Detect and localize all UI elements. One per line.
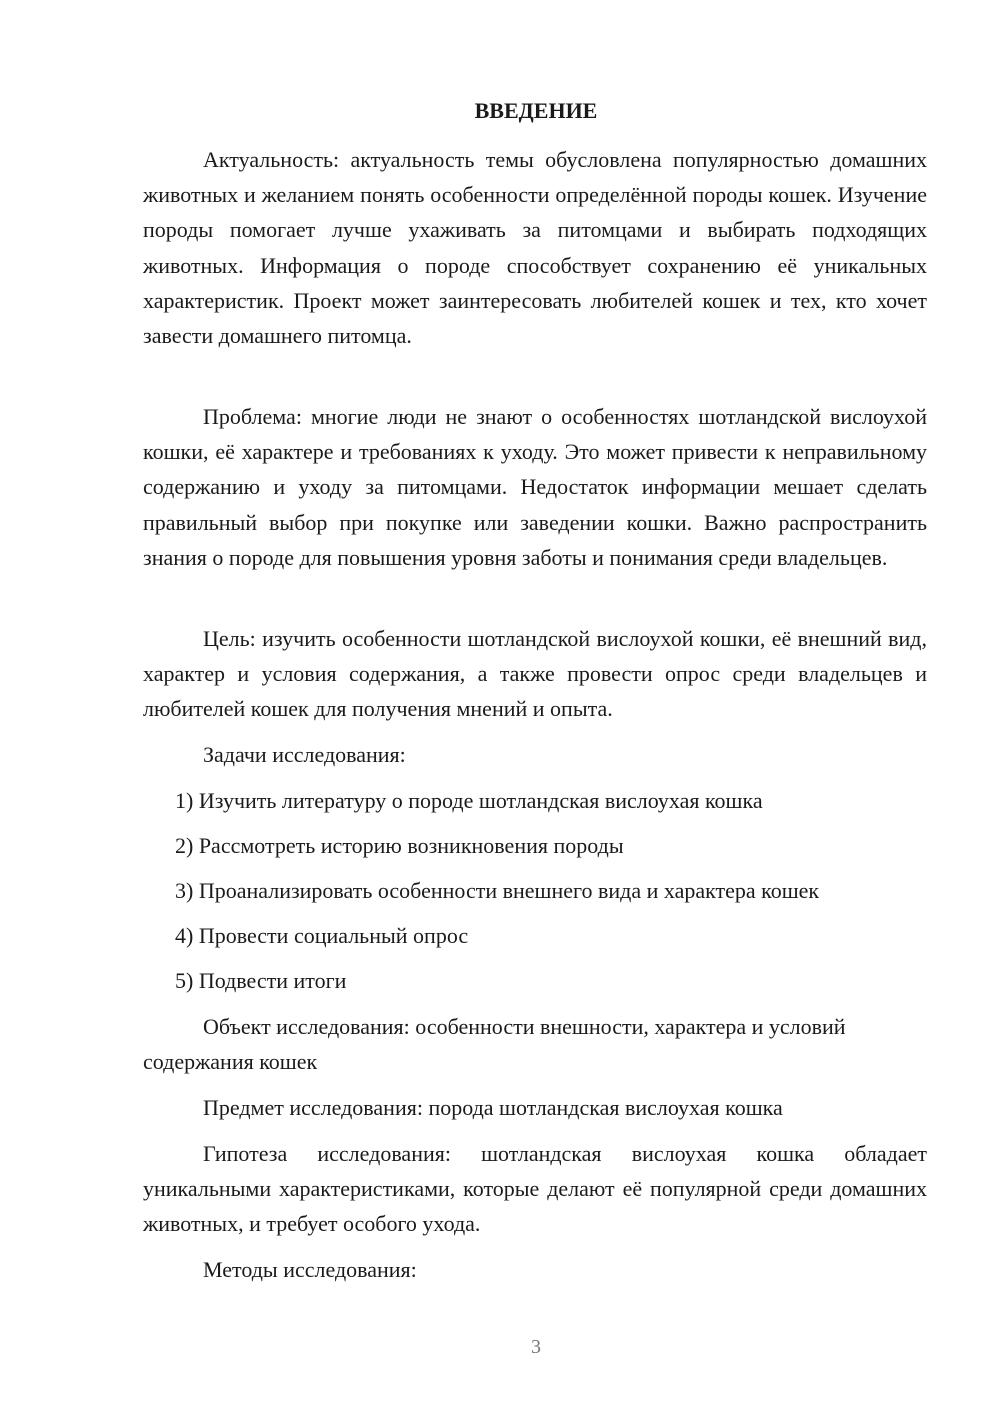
paragraph-problem: Проблема: многие люди не знают о особенностях шотландской вислоухой кошки, её характере и требованиях к уходу. Это может привести к неправильному содержанию и уходу за питомцами. Недостаток информации мешает сделать правильный выбор при покупке или заведении кошки. Важно распространить знания о породе для повышения уровня заботы и понимания среди владельцев. (143, 404, 927, 570)
paragraph-object: Объект исследования: особенности внешности, характера и условий содержания кошек (143, 1014, 846, 1075)
paragraph-hypothesis: Гипотеза исследования: шотландская вислоухая кошка обладает уникальными характеристиками, которые делают её популярной среди домашних животных, и требует особого ухода. (143, 1141, 927, 1237)
paragraph-subject: Предмет исследования: порода шотландская вислоухая кошка (203, 1095, 783, 1120)
list-item-task-1: 1) Изучить литературу о породе шотландская вислоухая кошка (175, 788, 763, 813)
tasks-heading: Задачи исследования: (203, 742, 406, 767)
list-item-task-4: 4) Провести социальный опрос (175, 923, 469, 948)
paragraph-relevance: Актуальность: актуальность темы обусловлена популярностью домашних животных и желанием понять особенности определённой породы кошек. Изучение породы помогает лучше ухаживать за питомцами и выбирать подходящих животных. Информация о породе способствует сохранению её уникальных характеристик. Проект может заинтересовать любителей кошек и тех, кто хочет завести домашнего питомца. (143, 147, 927, 349)
list-item-task-5: 5) Подвести итоги (175, 968, 347, 993)
paragraph-goal: Цель: изучить особенности шотландской вислоухой кошки, её внешний вид, характер и условия содержания, а также провести опрос среди владельцев и любителей кошек для получения мнений и опыта. (143, 626, 927, 722)
list-item-task-3: 3) Проанализировать особенности внешнего вида и характера кошек (175, 878, 820, 903)
page-number: 3 (531, 1336, 541, 1358)
methods-heading: Методы исследования: (203, 1257, 417, 1282)
list-item-task-2: 2) Рассмотреть историю возникновения породы (175, 833, 624, 858)
page-title: ВВЕДЕНИЕ (474, 98, 598, 123)
